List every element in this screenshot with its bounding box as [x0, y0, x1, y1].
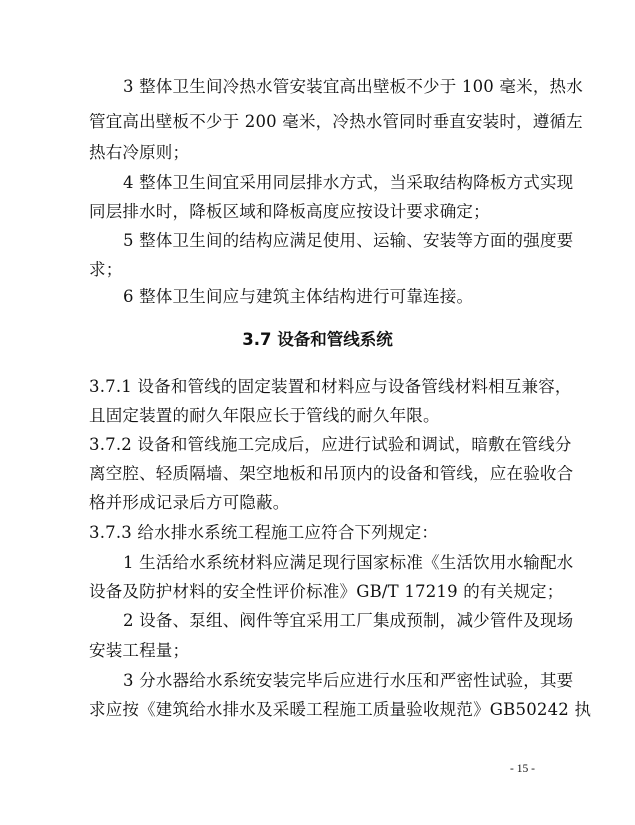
text-line: 6 整体卫生间应与建筑主体结构进行可靠连接。 — [123, 287, 474, 306]
text-line: 2 设备、泵组、阀件等宜采用工厂集成预制，减少管件及现场 — [123, 611, 574, 630]
text-line: 安装工程量； — [89, 641, 190, 660]
text-line: 求； — [89, 260, 123, 279]
text-line: 4 整体卫生间宜采用同层排水方式，当采取结构降板方式实现 — [123, 173, 574, 192]
text-line: 且固定装置的耐久年限应长于管线的耐久年限。 — [89, 406, 440, 425]
text-line: 求应按《建筑给水排水及采暖工程施工质量验收规范》GB50242 执 — [89, 700, 592, 719]
page-number: - 15 - — [510, 763, 535, 775]
text-line: 设备及防护材料的安全性评价标准》GB/T 17219 的有关规定； — [89, 582, 564, 601]
text-line: 离空腔、轻质隔墙、架空地板和吊顶内的设备和管线，应在验收合 — [89, 464, 574, 483]
text-line: 热右冷原则； — [89, 143, 190, 162]
text-line: 1 生活给水系统材料应满足现行国家标准《生活饮用水输配水 — [123, 553, 574, 572]
text-line: 管宜高出壁板不少于 200 毫米，冷热水管同时垂直安装时，遵循左 — [89, 112, 583, 131]
text-line: 同层排水时，降板区域和降板高度应按设计要求确定； — [89, 202, 490, 221]
section-heading: 3.7 设备和管线系统 — [242, 330, 393, 349]
text-line: 格并形成记录后方可隐蔽。 — [89, 493, 290, 512]
text-line: 3 分水器给水系统安装完毕后应进行水压和严密性试验，其要 — [123, 671, 574, 690]
text-line: 5 整体卫生间的结构应满足使用、运输、安装等方面的强度要 — [123, 231, 574, 250]
text-line: 3 整体卫生间冷热水管安装宜高出壁板不少于 100 毫米，热水 — [123, 77, 583, 96]
text-line: 3.7.3 给水排水系统工程施工应符合下列规定： — [89, 523, 439, 542]
text-line: 3.7.2 设备和管线施工完成后，应进行试验和调试，暗敷在管线分 — [89, 435, 572, 454]
text-line: 3.7.1 设备和管线的固定装置和材料应与设备管线材料相互兼容， — [89, 377, 572, 396]
